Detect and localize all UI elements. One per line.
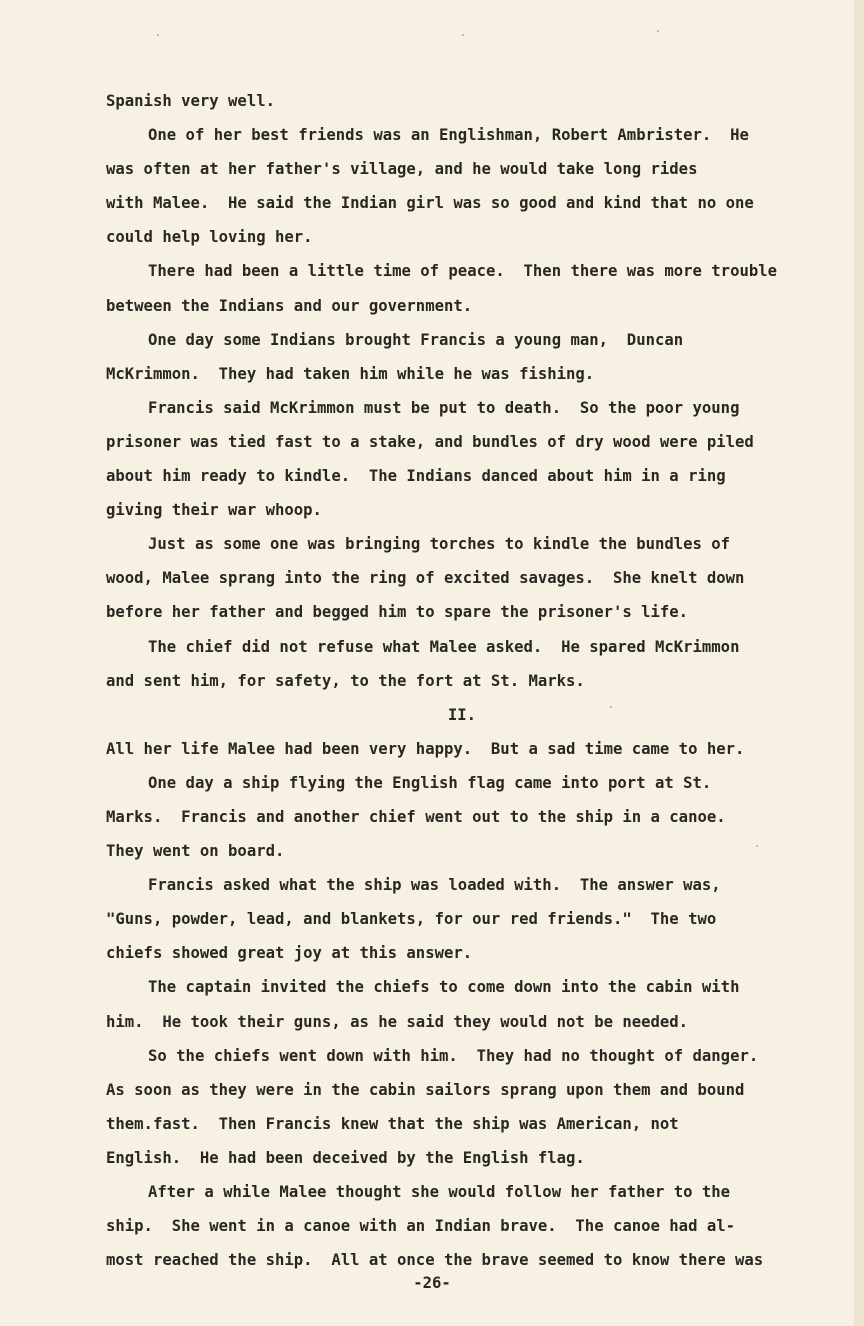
paper-speck [157, 34, 159, 36]
paper-speck [462, 34, 464, 36]
paragraph [106, 970, 818, 1038]
text-line: The chief did not refuse what Malee asked. He spared McKrimmon [148, 637, 740, 656]
text-line: could help loving her. [106, 228, 313, 247]
paper-speck [657, 30, 659, 32]
paragraph [106, 1175, 818, 1277]
text-line: chiefs showed great joy at this answer. [106, 944, 473, 963]
paragraph [106, 766, 818, 868]
text-line: So the chiefs went down with him. They had no thought of danger. [148, 1046, 759, 1065]
text-line: with Malee. He said the Indian girl was so good and kind that no one [106, 194, 754, 213]
body-text [106, 84, 818, 1277]
text-line: "Guns, powder, lead, and blankets, for our red friends." The two [106, 910, 717, 929]
text-line: English. He had been deceived by the English flag. [106, 1148, 585, 1167]
text-line: Francis said McKrimmon must be put to death. So the poor young [148, 398, 740, 417]
text-line: about him ready to kindle. The Indians danced about him in a ring [106, 467, 726, 486]
text-line: McKrimmon. They had taken him while he was fishing. [106, 364, 595, 383]
text-line: between the Indians and our government. [106, 296, 473, 315]
paragraph [106, 1039, 818, 1175]
text-line: Just as some one was bringing torches to kindle the bundles of [148, 535, 731, 554]
text-line: One day some Indians brought Francis a young man, Duncan [148, 330, 684, 349]
text-line: before her father and begged him to spare the prisoner's life. [106, 603, 689, 622]
paragraph [106, 254, 818, 322]
text-line: One day a ship flying the English flag came into port at St. [148, 773, 712, 792]
page-number: -26- [413, 1274, 451, 1292]
paragraph [106, 84, 818, 118]
text-line: ship. She went in a canoe with an Indian brave. The canoe had al- [106, 1217, 736, 1236]
paragraph [106, 732, 818, 766]
text-line: II. [447, 705, 477, 724]
text-line: One of her best friends was an Englishman, Robert Ambrister. He [148, 126, 749, 145]
text-line: them.fast. Then Francis knew that the ship was American, not [106, 1114, 679, 1133]
paragraph [106, 118, 818, 254]
text-line: wood, Malee sprang into the ring of excited savages. She knelt down [106, 569, 745, 588]
text-line: There had been a little time of peace. Then there was more trouble [148, 262, 778, 281]
paragraph [106, 323, 818, 391]
text-line: All her life Malee had been very happy. But a sad time came to her. [106, 739, 745, 758]
text-line: and sent him, for safety, to the fort at St. Marks. [106, 671, 585, 690]
section-heading [106, 698, 818, 732]
text-line: most reached the ship. All at once the brave seemed to know there was [106, 1251, 764, 1270]
text-line: The captain invited the chiefs to come down into the cabin with [148, 978, 740, 997]
paragraph [106, 868, 818, 970]
text-line: him. He took their guns, as he said they would not be needed. [106, 1012, 689, 1031]
paragraph [106, 630, 818, 698]
text-line: After a while Malee thought she would follow her father to the [148, 1183, 731, 1201]
text-line: Spanish very well. [106, 92, 275, 110]
text-line: Marks. Francis and another chief went out to the ship in a canoe. [106, 807, 726, 826]
paragraph [106, 527, 818, 629]
text-line: They went on board. [106, 842, 285, 861]
text-line: prisoner was tied fast to a stake, and bundles of dry wood were piled [106, 432, 754, 451]
text-line: was often at her father's village, and he would take long rides [106, 160, 698, 179]
text-line: giving their war whoop. [106, 501, 322, 520]
text-line: Francis asked what the ship was loaded with. The answer was, [148, 876, 721, 895]
page-edge [854, 0, 864, 1326]
paragraph [106, 391, 818, 527]
text-line: As soon as they were in the cabin sailors sprang upon them and bound [106, 1080, 745, 1099]
